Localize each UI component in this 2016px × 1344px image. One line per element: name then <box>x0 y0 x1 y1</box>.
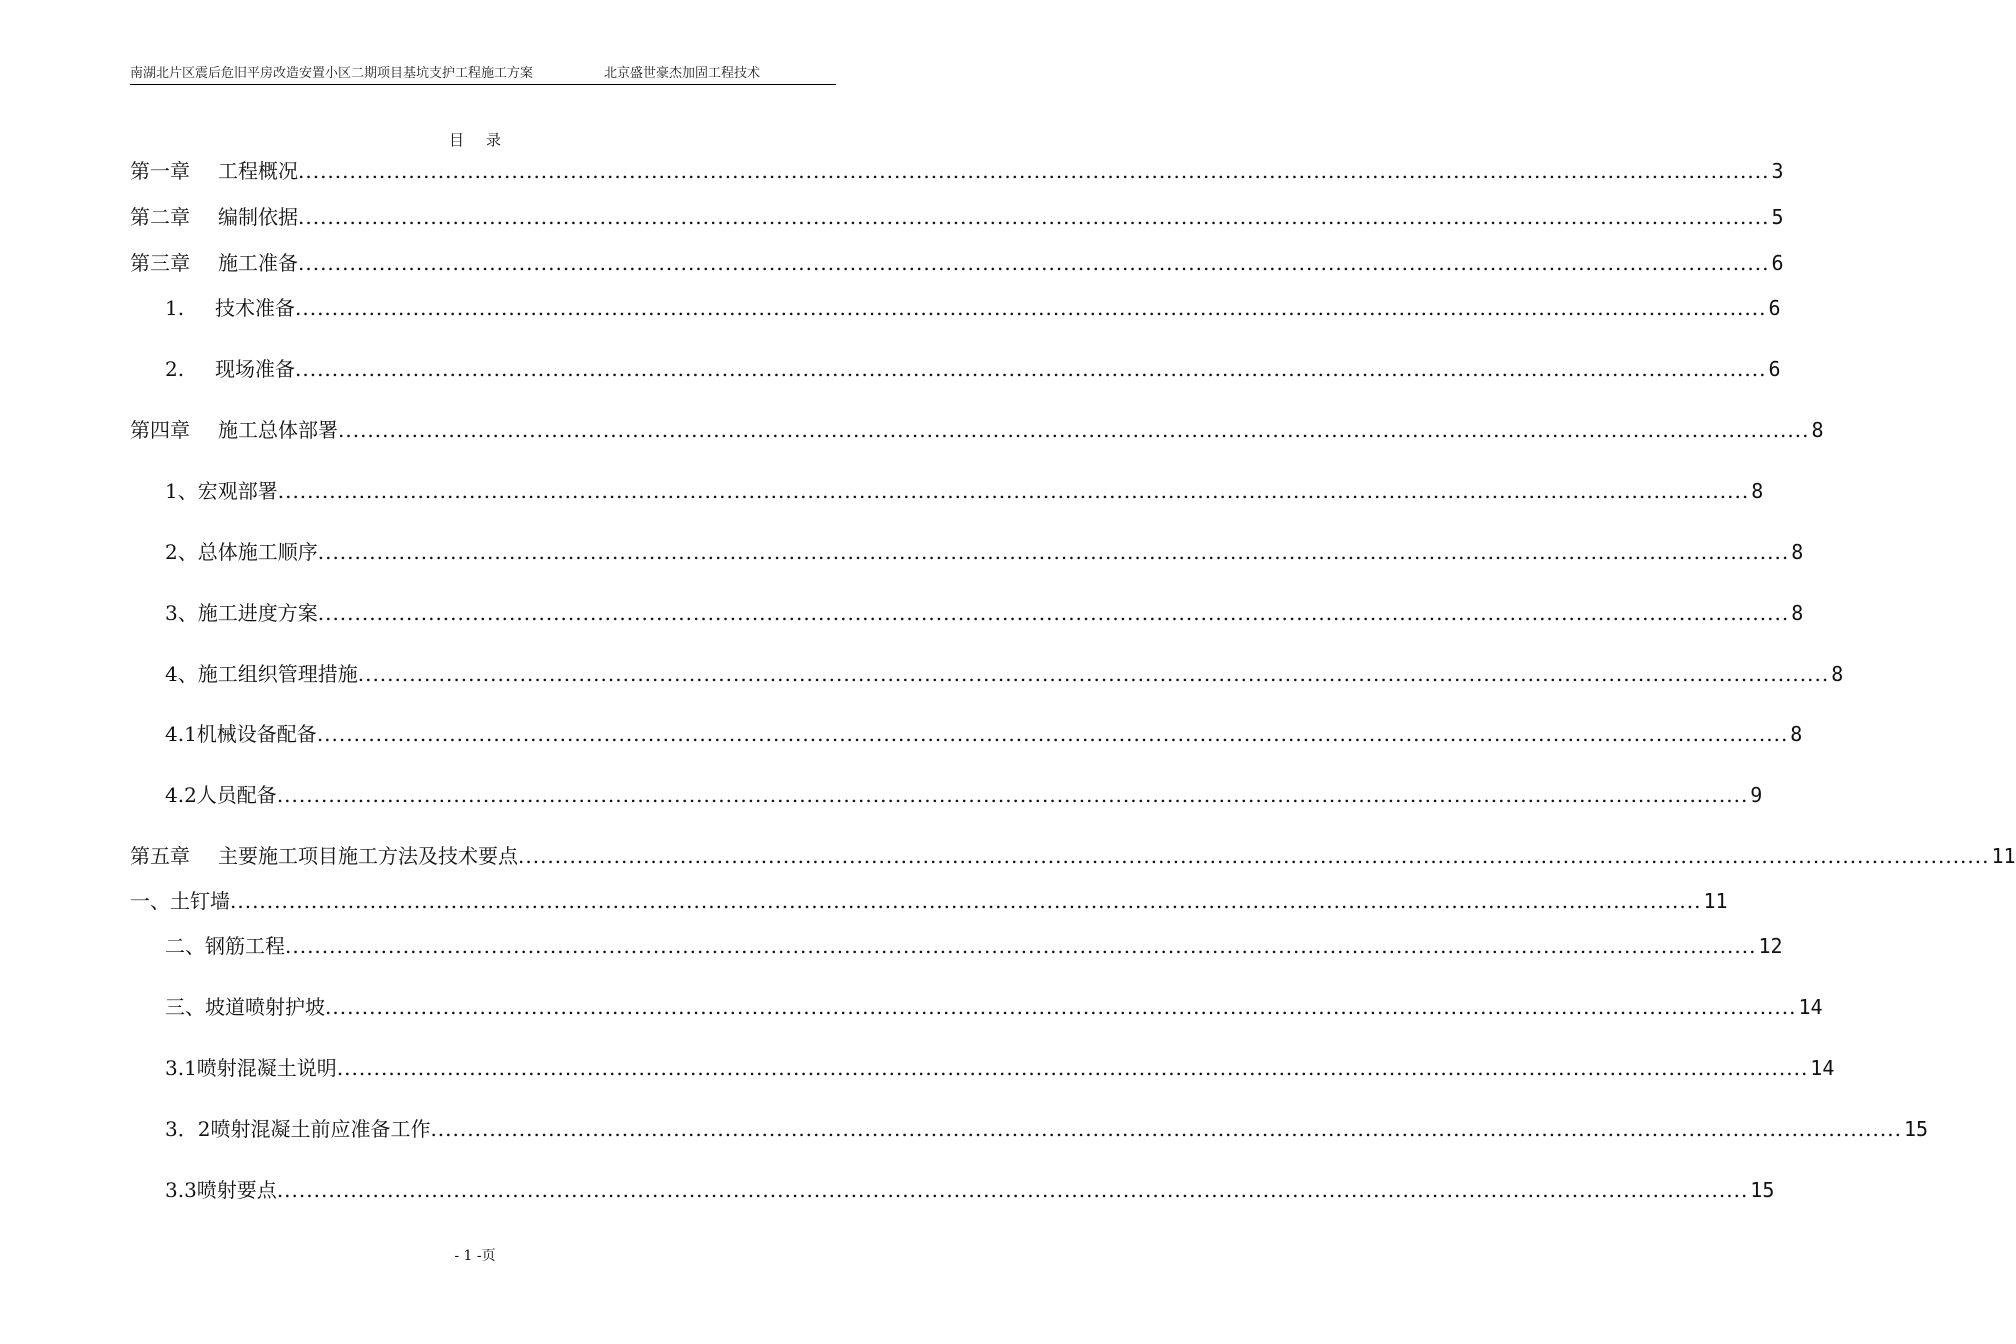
toc-entry-label: 3、施工进度方案 <box>165 601 318 625</box>
toc-entry-chapter-2[interactable] <box>130 204 1784 230</box>
toc-entry-construction-sequence[interactable] <box>165 539 1804 565</box>
toc-leader-dots: ........................................................................................................................................................................................................ <box>317 601 1790 625</box>
toc-entry-label: 施工总体部署 <box>218 418 338 442</box>
toc-entry-ramp-shotcrete[interactable] <box>165 994 1823 1020</box>
toc-entry-label: 三、坡道喷射护坡 <box>165 995 325 1019</box>
toc-entry-label: 施工准备 <box>218 251 298 275</box>
toc-entry-number: 第二章 <box>130 205 190 229</box>
toc-entry-page: 14 <box>1810 1056 1835 1080</box>
toc-entry-page: 14 <box>1798 995 1823 1019</box>
toc-entry-section-site-prep[interactable] <box>165 356 1781 382</box>
toc-entry-shotcrete-key-points[interactable] <box>165 1177 1775 1203</box>
toc-title: 目录 <box>448 131 523 149</box>
toc-entry-label: 3．2喷射混凝土前应准备工作 <box>165 1117 431 1141</box>
toc-entry-label: 主要施工项目施工方法及技术要点 <box>218 844 518 868</box>
toc-entry-number: 第五章 <box>130 844 190 868</box>
toc-entry-soil-nail-wall[interactable] <box>130 888 1728 914</box>
toc-entry-page: 11 <box>1703 889 1728 913</box>
toc-entry-page: 8 <box>1831 662 1844 686</box>
toc-entry-chapter-1[interactable] <box>130 158 1784 184</box>
toc-entry-label: 3.3喷射要点 <box>165 1178 277 1202</box>
toc-entry-chapter-5[interactable] <box>130 843 2016 869</box>
toc-entry-page: 3 <box>1771 159 1784 183</box>
toc-leader-dots: ........................................................................................................................................................................................................ <box>338 418 1810 442</box>
toc-entry-macro-deployment[interactable] <box>165 478 1764 504</box>
toc-leader-dots: ........................................................................................................................................................................................................ <box>317 540 1790 564</box>
toc-leader-dots: ........................................................................................................................................................................................................ <box>285 934 1757 958</box>
toc-entry-page: 15 <box>1750 1178 1775 1202</box>
toc-entry-label: 4、施工组织管理措施 <box>165 662 358 686</box>
toc-entry-chapter-3[interactable] <box>130 250 1784 276</box>
toc-entry-page: 5 <box>1771 205 1784 229</box>
toc-entry-label: 4.1机械设备配备 <box>165 722 317 746</box>
toc-entry-label: 2、总体施工顺序 <box>165 540 318 564</box>
header-project-title: 南湖北片区震后危旧平房改造安置小区二期项目基坑支护工程施工方案 <box>130 66 534 81</box>
toc-leader-dots: ........................................................................................................................................................................................................ <box>276 783 1749 807</box>
toc-entry-page: 9 <box>1750 783 1763 807</box>
toc-entry-label: 4.2人员配备 <box>165 783 277 807</box>
toc-entry-label: 一、土钉墙 <box>130 889 230 913</box>
toc-entry-page: 8 <box>1790 722 1803 746</box>
toc-entry-label: 现场准备 <box>215 357 295 381</box>
toc-leader-dots: ........................................................................................................................................................................................................ <box>316 722 1789 746</box>
toc-entry-page: 12 <box>1758 934 1783 958</box>
toc-entry-number: 1. <box>165 296 185 320</box>
toc-leader-dots: ........................................................................................................................................................................................................ <box>336 1056 1809 1080</box>
toc-leader-dots: ........................................................................................................................................................................................................ <box>295 296 1767 320</box>
toc-leader-dots: ........................................................................................................................................................................................................ <box>298 159 1770 183</box>
toc-entry-page: 6 <box>1768 296 1781 320</box>
toc-leader-dots: ........................................................................................................................................................................................................ <box>295 357 1767 381</box>
toc-entry-rebar-works[interactable] <box>165 933 1783 959</box>
toc-entry-label: 3.1喷射混凝土说明 <box>165 1056 337 1080</box>
toc-entry-equipment[interactable] <box>165 721 1803 747</box>
toc-leader-dots: ........................................................................................................................................................................................................ <box>298 251 1770 275</box>
toc-leader-dots: ........................................................................................................................................................................................................ <box>276 1178 1749 1202</box>
toc-leader-dots: ........................................................................................................................................................................................................ <box>357 662 1830 686</box>
toc-entry-page: 8 <box>1791 540 1804 564</box>
toc-entry-page: 6 <box>1771 251 1784 275</box>
page-header <box>130 64 836 85</box>
toc-entry-page: 8 <box>1811 418 1824 442</box>
toc-entry-number: 第三章 <box>130 251 190 275</box>
toc-entry-personnel[interactable] <box>165 782 1763 808</box>
toc-leader-dots: ........................................................................................................................................................................................................ <box>298 205 1770 229</box>
toc-entry-number: 2. <box>165 357 185 381</box>
toc-leader-dots: ........................................................................................................................................................................................................ <box>230 889 1702 913</box>
toc-leader-dots: ........................................................................................................................................................................................................ <box>430 1117 1902 1141</box>
toc-entry-number: 第一章 <box>130 159 190 183</box>
toc-entry-page: 8 <box>1791 601 1804 625</box>
toc-entry-page: 8 <box>1751 479 1764 503</box>
toc-entry-number: 第四章 <box>130 418 190 442</box>
header-company: 北京盛世豪杰加固工程技术 <box>604 66 761 81</box>
toc-entry-management-measures[interactable] <box>165 661 1844 687</box>
toc-entry-label: 二、钢筋工程 <box>165 934 285 958</box>
toc-entry-shotcrete-description[interactable] <box>165 1055 1835 1081</box>
toc-entry-page: 11 <box>1991 844 2016 868</box>
toc-entry-schedule-plan[interactable] <box>165 600 1804 626</box>
toc-leader-dots: ........................................................................................................................................................................................................ <box>277 479 1750 503</box>
toc-leader-dots: ........................................................................................................................................................................................................ <box>325 995 1797 1019</box>
toc-entry-page: 15 <box>1903 1117 1929 1141</box>
toc-entry-shotcrete-preparation[interactable] <box>165 1116 1929 1142</box>
page-footer-number: - 1 -页 <box>454 1248 496 1264</box>
toc-entry-chapter-4[interactable] <box>130 417 1824 443</box>
toc-entry-label: 工程概况 <box>218 159 298 183</box>
toc-leader-dots: ........................................................................................................................................................................................................ <box>518 844 1990 868</box>
toc-entry-label: 1、宏观部署 <box>165 479 278 503</box>
toc-entry-section-technical-prep[interactable] <box>165 295 1781 321</box>
toc-entry-label: 技术准备 <box>215 296 295 320</box>
toc-entry-label: 编制依据 <box>218 205 298 229</box>
toc-entry-page: 6 <box>1768 357 1781 381</box>
